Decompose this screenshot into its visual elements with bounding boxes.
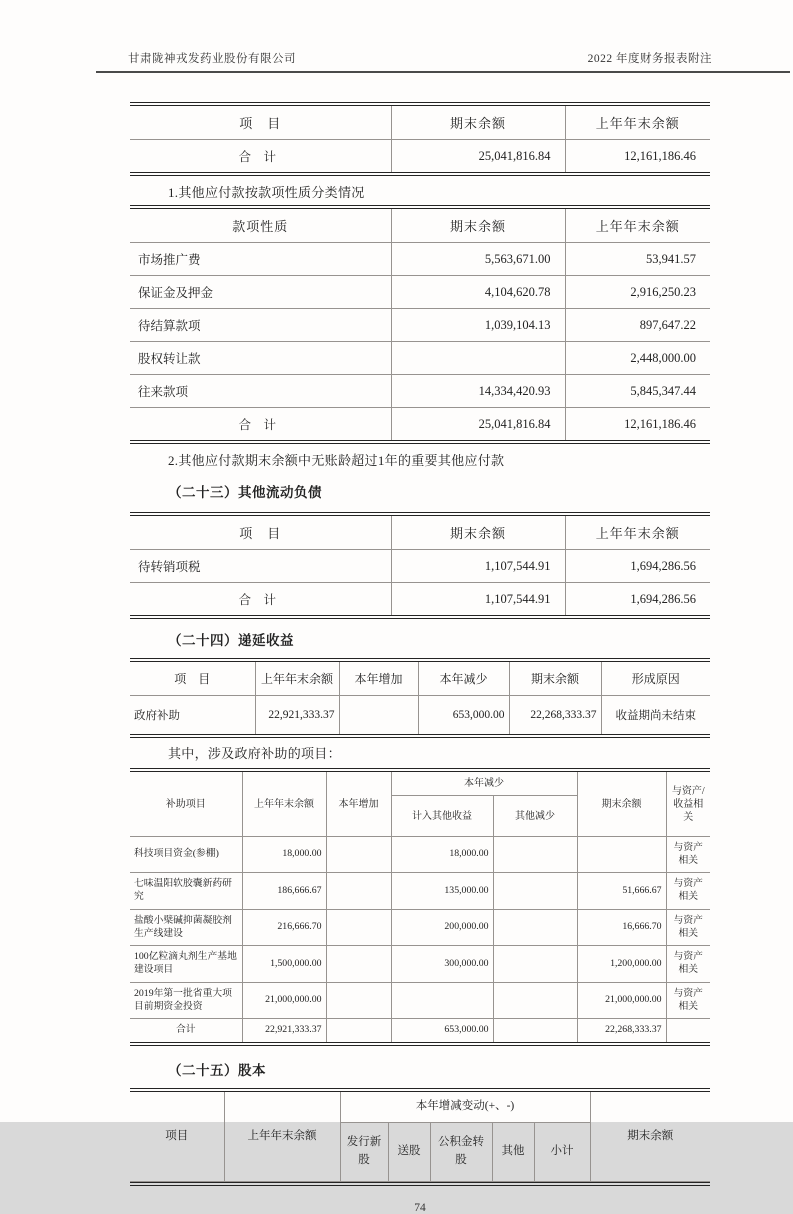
table-cell: 18,000.00 — [242, 837, 326, 873]
table-cell — [391, 982, 493, 1018]
table-cell: 16,666.70 — [577, 909, 666, 945]
column-header: 本年增加 — [326, 772, 391, 837]
table-cell — [339, 696, 418, 735]
table-cell — [326, 946, 391, 982]
table-cell: 4,104,620.78 — [391, 276, 565, 309]
table-cell: 合 计 — [130, 583, 391, 616]
column-header: 补助项目 — [130, 772, 242, 837]
heading-deferred-income: （二十四）递延收益 — [168, 633, 294, 648]
table-cell: 653,000.00 — [418, 696, 509, 735]
column-header: 其他 — [492, 1122, 534, 1181]
table-cell — [391, 342, 565, 375]
page-number: 74 — [414, 1201, 426, 1214]
table-cell — [326, 1019, 391, 1042]
column-header: 项 目 — [130, 516, 391, 550]
column-header: 期末余额 — [509, 662, 601, 696]
table-row — [130, 583, 710, 616]
table-cell: 22,268,333.37 — [509, 696, 601, 735]
table-cell — [493, 837, 577, 873]
table-cell: 1,694,286.56 — [565, 583, 710, 616]
table-cell: 12,161,186.46 — [565, 408, 710, 441]
table-cell — [326, 837, 391, 873]
column-header: 上年年末余额 — [242, 772, 326, 837]
table-cell: 21,000,000.00 — [577, 982, 666, 1018]
table-row — [130, 837, 710, 873]
summary-table — [130, 102, 710, 176]
table-row — [130, 309, 710, 342]
subsidy-table — [130, 768, 710, 1046]
column-header: 送股 — [388, 1122, 430, 1181]
table-row — [130, 550, 710, 583]
table-cell: 盐酸小檗碱抑菌凝胶剂生产线建设 — [130, 909, 242, 945]
table-cell: 200,000.00 — [391, 909, 493, 945]
table-cell: 与资产相关 — [666, 982, 710, 1018]
table-cell — [493, 946, 577, 982]
table-row — [130, 342, 710, 375]
table-cell: 1,039,104.13 — [391, 309, 565, 342]
table-cell: 与资产相关 — [666, 909, 710, 945]
table-cell: 12,161,186.46 — [565, 140, 710, 173]
table-cell: 与资产相关 — [666, 873, 710, 909]
table-cell: 收益期尚未结束 — [601, 696, 710, 735]
table-cell: 22,921,333.37 — [255, 696, 339, 735]
table-cell: 合 计 — [130, 140, 391, 173]
table-row — [130, 946, 710, 982]
table-cell: 市场推广费 — [130, 243, 391, 276]
table-cell: 216,666.70 — [242, 909, 326, 945]
subsidy-note: 其中，涉及政府补助的项目： — [168, 746, 341, 761]
table-cell: 待转销项税 — [130, 550, 391, 583]
table-cell — [493, 909, 577, 945]
table-cell — [493, 982, 577, 1018]
table-cell: 科技项目资金(参棚) — [130, 837, 242, 873]
other-current-liabilities-table — [130, 512, 710, 619]
table-cell: 与资产相关 — [666, 946, 710, 982]
table-cell: 5,845,347.44 — [565, 375, 710, 408]
column-header: 计入其他收益 — [391, 796, 493, 837]
column-header: 与资产/收益相关 — [666, 772, 710, 837]
table-row — [130, 696, 710, 735]
table-cell: 2,448,000.00 — [565, 342, 710, 375]
heading-other-current-liabilities: （二十三）其他流动负债 — [168, 485, 322, 500]
column-header: 项目 — [130, 1092, 224, 1181]
column-header: 形成原因 — [601, 662, 710, 696]
table-row — [130, 408, 710, 441]
page-header — [96, 50, 790, 73]
table-cell: 1,500,000.00 — [242, 946, 326, 982]
table-cell: 1,200,000.00 — [577, 946, 666, 982]
table-row — [130, 909, 710, 945]
column-header: 期末余额 — [391, 209, 565, 243]
company-name: 甘肃陇神戎发药业股份有限公司 — [128, 53, 296, 65]
column-header: 款项性质 — [130, 209, 391, 243]
column-header: 公积金转股 — [430, 1122, 492, 1181]
table-row — [130, 243, 710, 276]
note-2: 2.其他应付款期末余额中无账龄超过1年的重要其他应付款 — [168, 453, 505, 468]
table-cell: 1,107,544.91 — [391, 550, 565, 583]
table-cell — [326, 982, 391, 1018]
table-cell: 25,041,816.84 — [391, 408, 565, 441]
column-header: 项 目 — [130, 106, 391, 140]
column-header: 期末余额 — [577, 772, 666, 837]
table-cell: 653,000.00 — [391, 1019, 493, 1042]
table-row — [130, 982, 710, 1018]
table-cell: 待结算款项 — [130, 309, 391, 342]
table-cell — [493, 1019, 577, 1042]
column-header: 本年增加 — [339, 662, 418, 696]
column-header: 小计 — [534, 1122, 590, 1181]
heading-share-capital: （二十五）股本 — [168, 1063, 266, 1079]
column-header: 上年年末余额 — [565, 516, 710, 550]
table-cell — [326, 873, 391, 909]
column-header: 期末余额 — [590, 1092, 710, 1181]
note-1: 1.其他应付款按款项性质分类情况 — [168, 185, 365, 200]
column-header: 发行新股 — [340, 1122, 388, 1181]
column-header: 项 目 — [130, 662, 255, 696]
column-header: 本年增减变动(+、-) — [340, 1092, 590, 1122]
table-row — [130, 140, 710, 173]
table-cell: 2,916,250.23 — [565, 276, 710, 309]
table-cell: 53,941.57 — [565, 243, 710, 276]
table-cell: 合 计 — [130, 408, 391, 441]
table-cell — [577, 837, 666, 873]
table-cell: 897,647.22 — [565, 309, 710, 342]
column-header: 其他减少 — [493, 796, 577, 837]
table-cell: 21,000,000.00 — [242, 982, 326, 1018]
share-capital-table — [130, 1088, 710, 1186]
table-cell: 往来款项 — [130, 375, 391, 408]
table-cell: 22,921,333.37 — [242, 1019, 326, 1042]
table-cell: 1,107,544.91 — [391, 583, 565, 616]
table-cell: 22,268,333.37 — [577, 1019, 666, 1042]
table-cell: 合计 — [130, 1019, 242, 1042]
table-cell: 与资产相关 — [666, 837, 710, 873]
column-header: 期末余额 — [391, 106, 565, 140]
table-cell: 51,666.67 — [577, 873, 666, 909]
column-header: 本年减少 — [391, 772, 577, 796]
report-title: 2022 年度财务报表附注 — [587, 53, 712, 65]
nature-table — [130, 205, 710, 444]
table-cell: 18,000.00 — [391, 837, 493, 873]
table-cell: 300,000.00 — [391, 946, 493, 982]
table-cell — [666, 1019, 710, 1042]
table-cell: 135,000.00 — [391, 873, 493, 909]
table-row — [130, 375, 710, 408]
table-cell: 2019年第一批省重大项目前期资金投资 — [130, 982, 242, 1018]
table-row — [130, 276, 710, 309]
table-cell — [493, 873, 577, 909]
column-header: 期末余额 — [391, 516, 565, 550]
table-row — [130, 873, 710, 909]
table-cell: 100亿粒滴丸剂生产基地建设项目 — [130, 946, 242, 982]
table-cell: 25,041,816.84 — [391, 140, 565, 173]
table-cell: 保证金及押金 — [130, 276, 391, 309]
table-cell: 14,334,420.93 — [391, 375, 565, 408]
column-header: 上年年末余额 — [224, 1092, 340, 1181]
table-cell: 186,666.67 — [242, 873, 326, 909]
column-header: 本年减少 — [418, 662, 509, 696]
column-header: 上年年末余额 — [255, 662, 339, 696]
column-header: 上年年末余额 — [565, 209, 710, 243]
table-cell — [326, 909, 391, 945]
table-cell: 1,694,286.56 — [565, 550, 710, 583]
table-row — [130, 1019, 710, 1042]
content — [130, 102, 710, 1214]
deferred-income-table — [130, 658, 710, 738]
table-cell: 政府补助 — [130, 696, 255, 735]
table-cell: 5,563,671.00 — [391, 243, 565, 276]
table-cell: 七味温阳软胶囊新药研究 — [130, 873, 242, 909]
column-header: 上年年末余额 — [565, 106, 710, 140]
table-cell: 股权转让款 — [130, 342, 391, 375]
